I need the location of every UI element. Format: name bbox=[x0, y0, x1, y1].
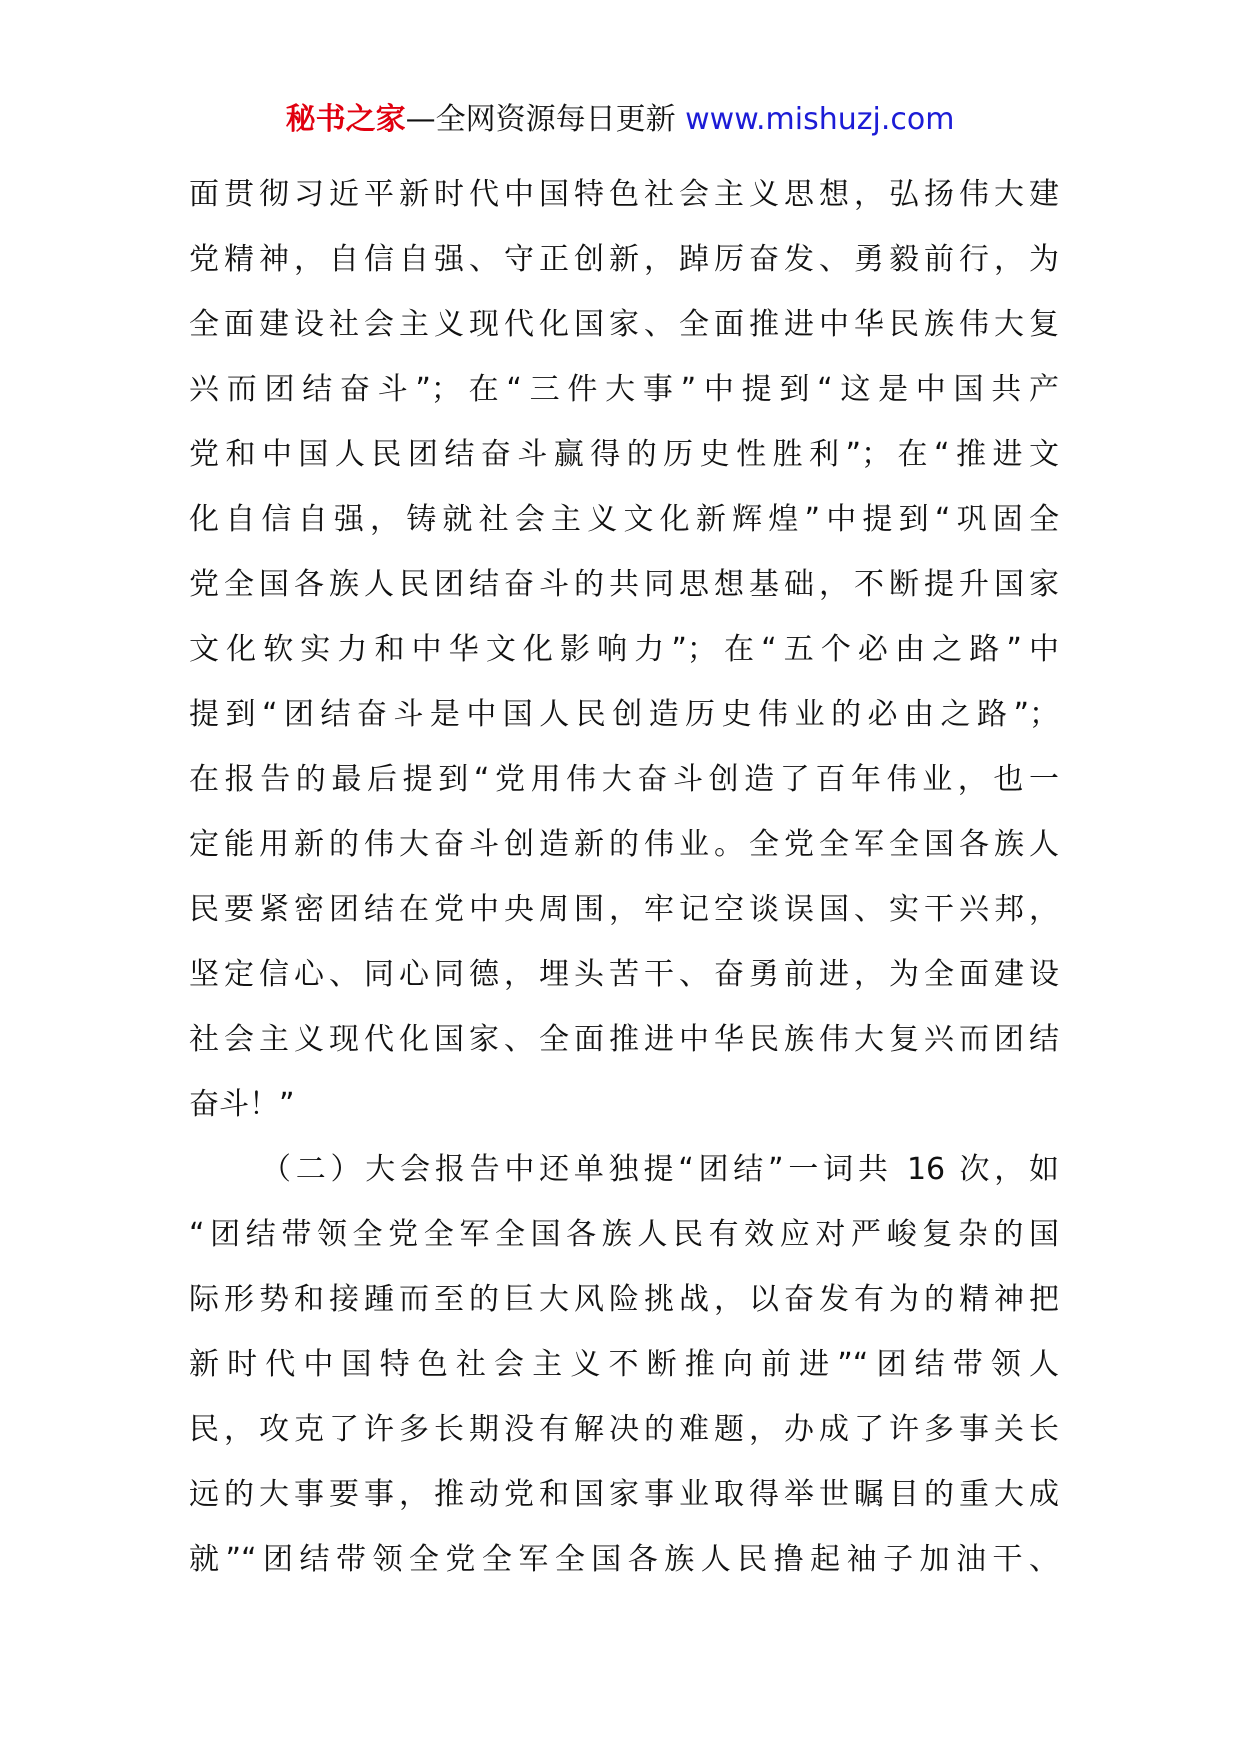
text-line: 新时代中国特色社会主义不断推向前进”“团结带领人 bbox=[189, 1347, 1059, 1382]
text-line: 文化软实力和中华文化影响力”；在“五个必由之路”中 bbox=[189, 632, 1059, 667]
text-line: 在报告的最后提到“党用伟大奋斗创造了百年伟业，也一 bbox=[189, 762, 1059, 797]
text-line: 党全国各族人民团结奋斗的共同思想基础，不断提升国家 bbox=[189, 567, 1059, 602]
text-line: 面贯彻习近平新时代中国特色社会主义思想，弘扬伟大建 bbox=[189, 177, 1059, 212]
site-url-link[interactable]: www.mishuzj.com bbox=[685, 102, 955, 137]
text-line: 全面建设社会主义现代化国家、全面推进中华民族伟大复 bbox=[189, 307, 1059, 342]
text-line: 提到“团结奋斗是中国人民创造历史伟业的必由之路”； bbox=[189, 697, 1059, 732]
text-line: 民要紧密团结在党中央周围，牢记空谈误国、实干兴邦， bbox=[189, 892, 1059, 927]
text-line: 坚定信心、同心同德，埋头苦干、奋勇前进，为全面建设 bbox=[189, 957, 1059, 992]
text-line: 际形势和接踵而至的巨大风险挑战，以奋发有为的精神把 bbox=[189, 1282, 1059, 1317]
text-line: “团结带领全党全军全国各族人民有效应对严峻复杂的国 bbox=[189, 1217, 1059, 1252]
text-line: 定能用新的伟大奋斗创造新的伟业。全党全军全国各族人 bbox=[189, 827, 1059, 862]
paragraph-end-line: 奋斗！” bbox=[189, 1087, 295, 1122]
text-line: 化自信自强，铸就社会主义文化新辉煌”中提到“巩固全 bbox=[189, 502, 1059, 537]
text-line: 就”“团结带领全党全军全国各族人民撸起袖子加油干、 bbox=[189, 1542, 1059, 1577]
document-body bbox=[189, 162, 1059, 1592]
site-slogan: —全网资源每日更新 bbox=[405, 102, 686, 137]
paragraph-start-line: （二）大会报告中还单独提“团结”一词共 16 次，如 bbox=[261, 1152, 1059, 1187]
text-line: 社会主义现代化国家、全面推进中华民族伟大复兴而团结 bbox=[189, 1022, 1059, 1057]
site-brand: 秘书之家 bbox=[285, 102, 406, 137]
text-line: 党精神，自信自强、守正创新，踔厉奋发、勇毅前行，为 bbox=[189, 242, 1059, 277]
text-line: 兴而团结奋斗”；在“三件大事”中提到“这是中国共产 bbox=[189, 372, 1059, 407]
watermark-header bbox=[0, 100, 1240, 140]
text-line: 党和中国人民团结奋斗赢得的历史性胜利”；在“推进文 bbox=[189, 437, 1059, 472]
text-line: 民，攻克了许多长期没有解决的难题，办成了许多事关长 bbox=[189, 1412, 1059, 1447]
text-line: 远的大事要事，推动党和国家事业取得举世瞩目的重大成 bbox=[189, 1477, 1059, 1512]
